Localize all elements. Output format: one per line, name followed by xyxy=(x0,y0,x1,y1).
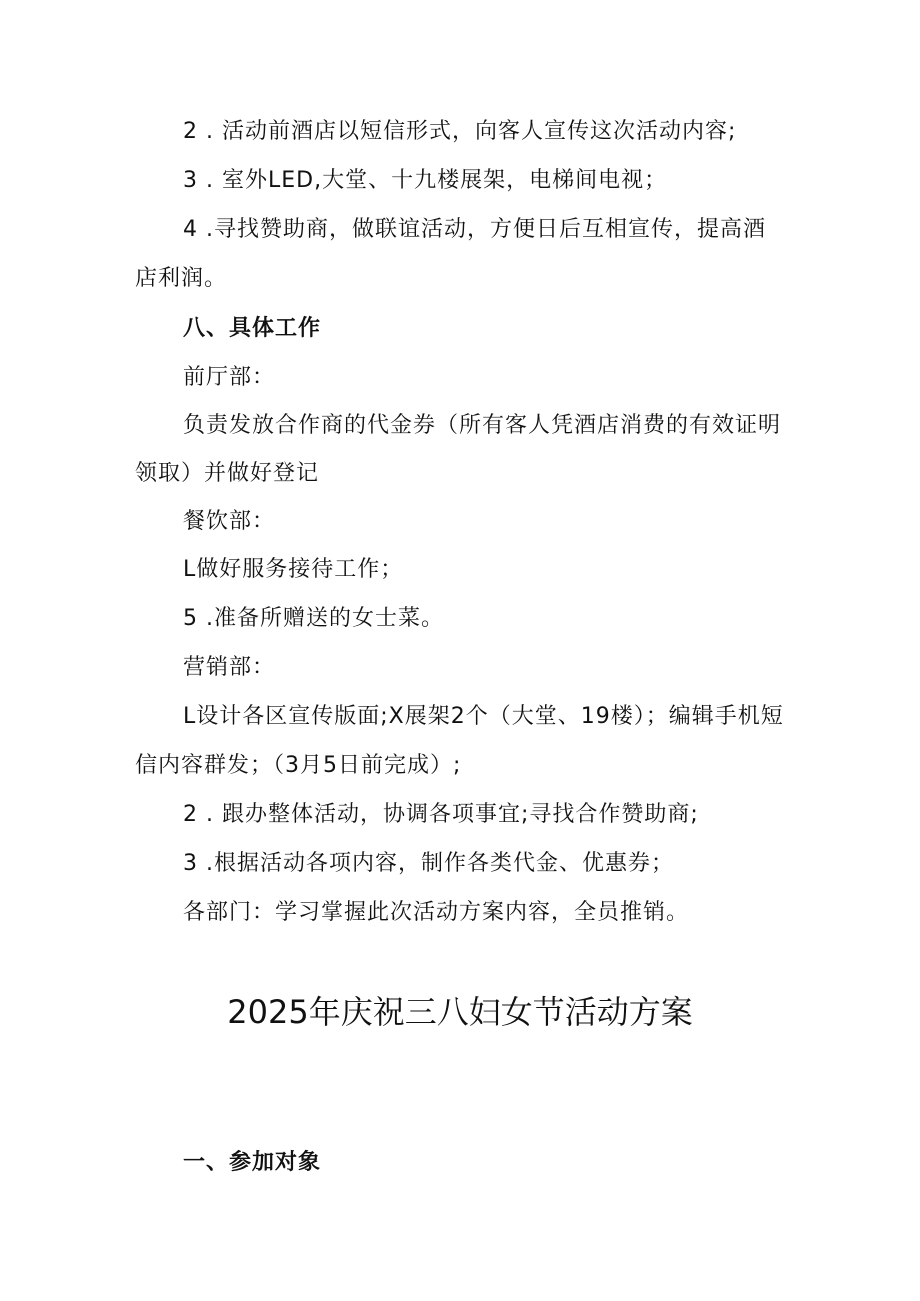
list-item-3-outdoor-led: 3 . 室外LED,大堂、十九楼展架，电梯间电视； xyxy=(183,168,668,193)
all-departments-task: 各部门：学习掌握此次活动方案内容，全员推销。 xyxy=(183,900,690,925)
food-beverage-task-1: L做好服务接待工作； xyxy=(183,557,404,582)
front-office-task-continuation: 领取）并做好登记 xyxy=(135,461,320,486)
front-office-task: 负责发放合作商的代金券（所有客人凭酒店消费的有效证明 xyxy=(183,413,782,438)
marketing-task-1-continuation: 信内容群发；（3月5日前完成）; xyxy=(135,753,462,778)
list-item-2-sms-promotion: 2 . 活动前酒店以短信形式，向客人宣传这次活动内容; xyxy=(183,119,737,144)
marketing-task-1: L设计各区宣传版面;X展架2个（大堂、19楼）；编辑手机短 xyxy=(183,704,784,729)
section-heading-participants: 一、参加对象 xyxy=(183,1150,322,1175)
section-heading-specific-work: 八、具体工作 xyxy=(183,316,322,341)
list-item-4-continuation: 店利润。 xyxy=(135,266,228,291)
list-item-4-sponsors: 4 .寻找赞助商，做联谊活动，方便日后互相宣传，提高酒 xyxy=(183,217,766,242)
marketing-task-3: 3 .根据活动各项内容，制作各类代金、优惠券； xyxy=(183,851,674,876)
department-front-office: 前厅部： xyxy=(183,365,276,390)
marketing-task-2: 2 . 跟办整体活动，协调各项事宜;寻找合作赞助商; xyxy=(183,802,699,827)
department-marketing: 营销部： xyxy=(183,655,276,680)
department-food-beverage: 餐饮部： xyxy=(183,509,276,534)
document-title: 2025年庆祝三八妇女节活动方案 xyxy=(227,993,693,1031)
food-beverage-task-5: 5 .准备所赠送的女士菜。 xyxy=(183,606,444,631)
